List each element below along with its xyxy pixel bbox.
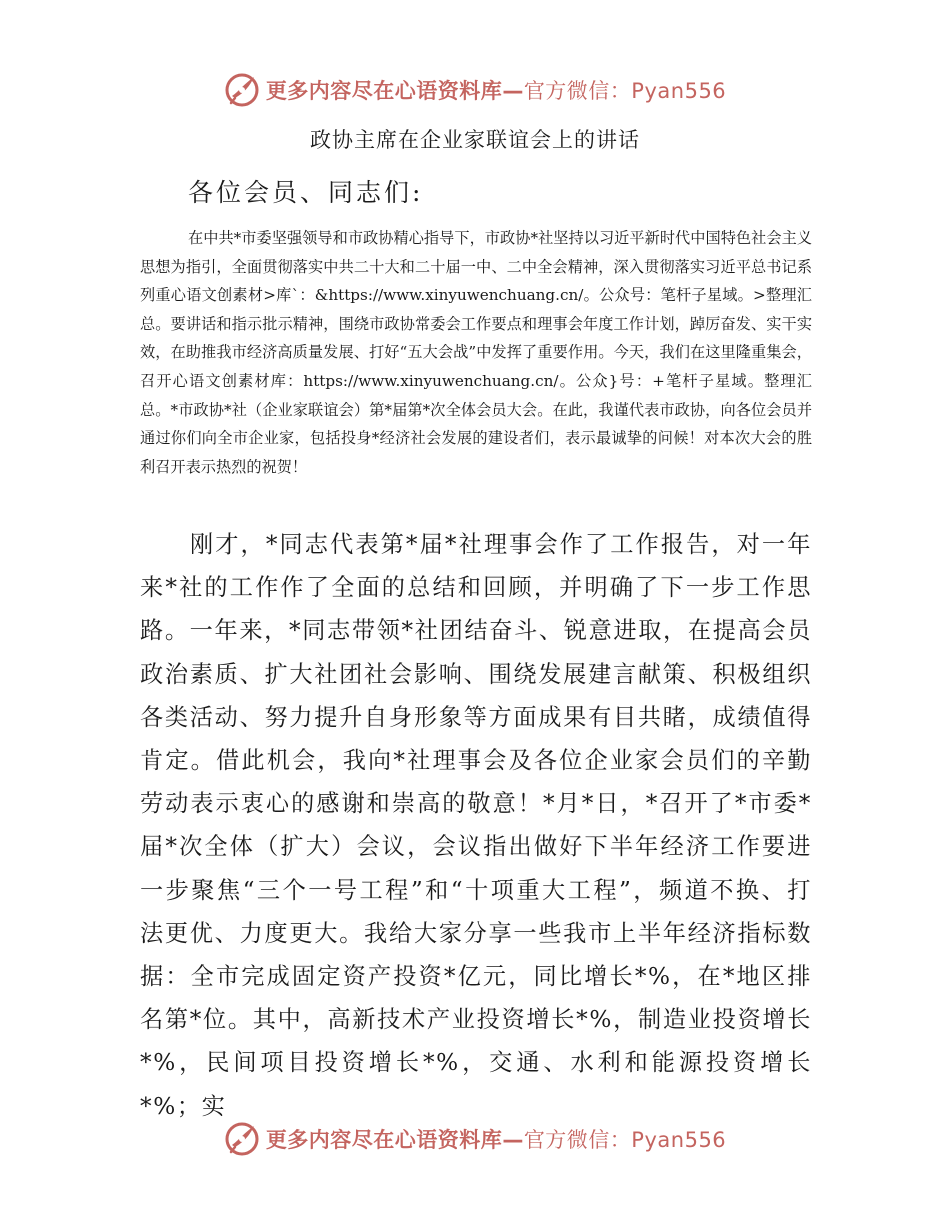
quill-logo-icon (224, 72, 260, 108)
footer-banner-separator: — (502, 1128, 524, 1152)
document-title: 政协主席在企业家联谊会上的讲话 (310, 128, 640, 152)
header-banner-main: 更多内容尽在心语资料库 (265, 79, 503, 103)
footer-banner-wechat: 官方微信：Pyan556 (523, 1128, 727, 1152)
header-banner-wechat: 官方微信：Pyan556 (523, 79, 727, 103)
header-banner-text (266, 75, 726, 105)
footer-banner-main: 更多内容尽在心语资料库 (265, 1128, 503, 1152)
footer-banner[interactable] (0, 1119, 950, 1159)
header-banner[interactable] (0, 70, 950, 110)
footer-banner-text (266, 1124, 726, 1154)
quill-logo-icon (224, 1121, 260, 1157)
document-salutation: 各位会员、同志们: (188, 178, 424, 207)
paragraph-1: 在中共*市委坚强领导和市政协精心指导下，市政协*社坚持以习近平新时代中国特色社会主义思想为指引，全面贯彻落实中共二十大和二十届一中、二中全会精神，深入贯彻落实习近平总书记系列重心语文创素材>库`：&https://www.xinyuwenchuang.cn/。公众号：笔杆子星域。>整理汇总。要讲话和指示批示精神，围绕市政协常委会工作要点和理事会年度工作计划，踔厉奋发、实干实效，在助推我市经济高质量发展、打好“五大会战”中发挥了重要作用。今天，我们在这里隆重集会，召开心语文创素材库：https://www.xinyuwenchuang.cn/。公众}号：+笔杆子星域。整理汇总。*市政协*社（企业家联谊会）第*届第*次全体会员大会。在此，我谨代表市政协，向各位会员并通过你们向全市企业家，包括投身*经济社会发展的建设者们，表示最诚挚的问候！对本次大会的胜利召开表示热烈的祝贺！ (140, 229, 812, 476)
paragraph-2: 刚才，*同志代表第*届*社理事会作了工作报告，对一年来*社的工作作了全面的总结和回顾，并明确了下一步工作思路。一年来，*同志带领*社团结奋斗、锐意进取，在提高会员政治素质、扩大社团社会影响、围绕发展建言献策、积极组织各类活动、努力提升自身形象等方面成果有目共睹，成绩值得肯定。借此机会，我向*社理事会及各位企业家会员们的辛勤劳动表示衷心的感谢和崇高的敬意！*月*日，*召开了*市委*届*次全体（扩大）会议，会议指出做好下半年经济工作要进一步聚焦“三个一号工程”和“十项重大工程”，频道不换、打法更优、力度更大。我给大家分享一些我市上半年经济指标数据：全市完成固定资产投资*亿元，同比增长*%，在*地区排名第*位。其中，高新技术产业投资增长*%，制造业投资增长*%，民间项目投资增长*%，交通、水利和能源投资增长*%；实 (140, 531, 812, 1120)
header-banner-separator: — (502, 79, 524, 103)
